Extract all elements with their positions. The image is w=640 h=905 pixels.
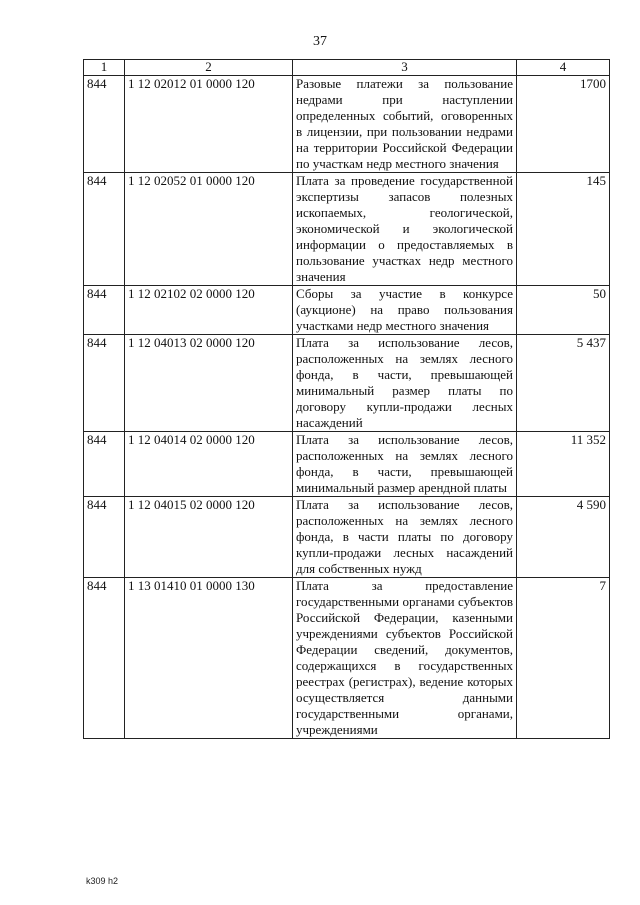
admin-code-cell: 844 bbox=[84, 173, 125, 286]
table-row bbox=[84, 286, 610, 335]
description-cell: Плата за использование лесов, расположенных на землях лесного фонда, в части платы по договору купли-продажи лесных насаждений для собственных нужд bbox=[293, 497, 517, 578]
admin-code-cell: 844 bbox=[84, 286, 125, 335]
revenue-table bbox=[83, 59, 610, 739]
amount-cell: 5 437 bbox=[517, 335, 610, 432]
description-cell: Сборы за участие в конкурсе (аукционе) на право пользования участками недр местного значения bbox=[293, 286, 517, 335]
budget-code-cell: 1 12 02012 01 0000 120 bbox=[125, 76, 293, 173]
table-header-row bbox=[84, 60, 610, 76]
budget-code-cell: 1 12 04013 02 0000 120 bbox=[125, 335, 293, 432]
budget-code-cell: 1 12 02052 01 0000 120 bbox=[125, 173, 293, 286]
description-cell: Плата за использование лесов, расположенных на землях лесного фонда, в части, превышающей минимальный размер арендной платы bbox=[293, 432, 517, 497]
table-row bbox=[84, 578, 610, 739]
budget-code-cell: 1 12 02102 02 0000 120 bbox=[125, 286, 293, 335]
budget-code-cell: 1 13 01410 01 0000 130 bbox=[125, 578, 293, 739]
amount-cell: 50 bbox=[517, 286, 610, 335]
admin-code-cell: 844 bbox=[84, 497, 125, 578]
page-number: 37 bbox=[313, 34, 327, 49]
amount-cell: 4 590 bbox=[517, 497, 610, 578]
description-cell: Разовые платежи за пользование недрами при наступлении определенных событий, оговоренных в лицензии, при пользовании недрами на территории Российской Федерации по участкам недр местного значения bbox=[293, 76, 517, 173]
column-header-2: 2 bbox=[125, 60, 293, 76]
column-header-4: 4 bbox=[517, 60, 610, 76]
description-cell: Плата за проведение государственной экспертизы запасов полезных ископаемых, геологической, экономической и экологической информации о предоставляемых в пользование участках недр местного значения bbox=[293, 173, 517, 286]
admin-code-cell: 844 bbox=[84, 335, 125, 432]
admin-code-cell: 844 bbox=[84, 578, 125, 739]
budget-code-cell: 1 12 04015 02 0000 120 bbox=[125, 497, 293, 578]
description-cell: Плата за использование лесов, расположенных на землях лесного фонда, в части, превышающей минимальный размер платы по договору купли-продажи лесных насаждений bbox=[293, 335, 517, 432]
table-row bbox=[84, 432, 610, 497]
admin-code-cell: 844 bbox=[84, 76, 125, 173]
description-cell: Плата за предоставление государственными органами субъектов Российской Федерации, казенными учреждениями субъектов Российской Федерации сведений, документов, содержащихся в государственных реестрах (регистрах), ведение которых осуществляется данными государственными органами, учреждениями bbox=[293, 578, 517, 739]
amount-cell: 145 bbox=[517, 173, 610, 286]
table-row bbox=[84, 497, 610, 578]
table-row bbox=[84, 335, 610, 432]
column-header-3: 3 bbox=[293, 60, 517, 76]
admin-code-cell: 844 bbox=[84, 432, 125, 497]
table-row bbox=[84, 173, 610, 286]
amount-cell: 7 bbox=[517, 578, 610, 739]
table-row bbox=[84, 76, 610, 173]
column-header-1: 1 bbox=[84, 60, 125, 76]
amount-cell: 1700 bbox=[517, 76, 610, 173]
footer-document-code: k309 h2 bbox=[86, 876, 119, 886]
budget-code-cell: 1 12 04014 02 0000 120 bbox=[125, 432, 293, 497]
amount-cell: 11 352 bbox=[517, 432, 610, 497]
